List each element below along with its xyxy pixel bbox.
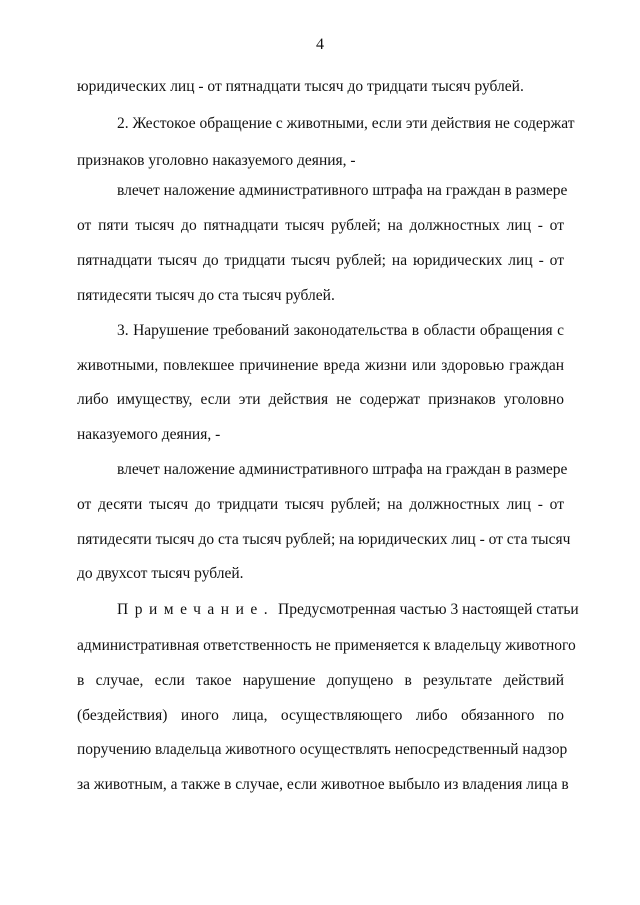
text-line: поручению владельца животного осуществлять непосредственный надзор: [77, 741, 568, 758]
text-line: 3. Нарушение требований законодательства в области обращения с: [117, 322, 564, 339]
text-line: влечет наложение административного штрафа на граждан в размере: [117, 461, 568, 478]
text-line: административная ответственность не применяется к владельцу животного: [77, 637, 576, 654]
text-line: юридических лиц - от пятнадцати тысяч до тридцати тысяч рублей.: [77, 78, 524, 95]
text-line: животными, повлекшее причинение вреда жизни или здоровью граждан: [77, 357, 564, 374]
text-line: 2. Жестокое обращение с животными, если эти действия не содержат: [117, 115, 575, 132]
text-line: от пяти тысяч до пятнадцати тысяч рублей; на должностных лиц - от: [77, 217, 564, 234]
text-line: в случае, если такое нарушение допущено в результате действий: [77, 672, 564, 689]
note-label: Примечание.: [117, 601, 275, 618]
note-first-line-text: Предусмотренная частью 3 настоящей статьи: [278, 601, 579, 618]
text-line: пятидесяти тысяч до ста тысяч рублей; на юридических лиц - от ста тысяч: [77, 531, 571, 548]
text-line: пятнадцати тысяч до тридцати тысяч рублей; на юридических лиц - от: [77, 252, 564, 269]
text-line: (бездействия) иного лица, осуществляющего либо обязанного по: [77, 707, 564, 724]
text-line: до двухсот тысяч рублей.: [77, 565, 244, 582]
text-line: либо имуществу, если эти действия не содержат признаков уголовно: [77, 391, 564, 408]
page-number: 4: [316, 36, 324, 53]
text-line: наказуемого деяния, -: [77, 426, 221, 443]
text-line: от десяти тысяч до тридцати тысяч рублей; на должностных лиц - от: [77, 496, 564, 513]
text-line: пятидесяти тысяч до ста тысяч рублей.: [77, 287, 335, 304]
text-line: признаков уголовно наказуемого деяния, -: [77, 152, 356, 169]
text-line: за животным, а также в случае, если животное выбыло из владения лица в: [77, 776, 569, 793]
text-line: влечет наложение административного штрафа на граждан в размере: [117, 182, 568, 199]
note-first-line: [117, 600, 579, 620]
